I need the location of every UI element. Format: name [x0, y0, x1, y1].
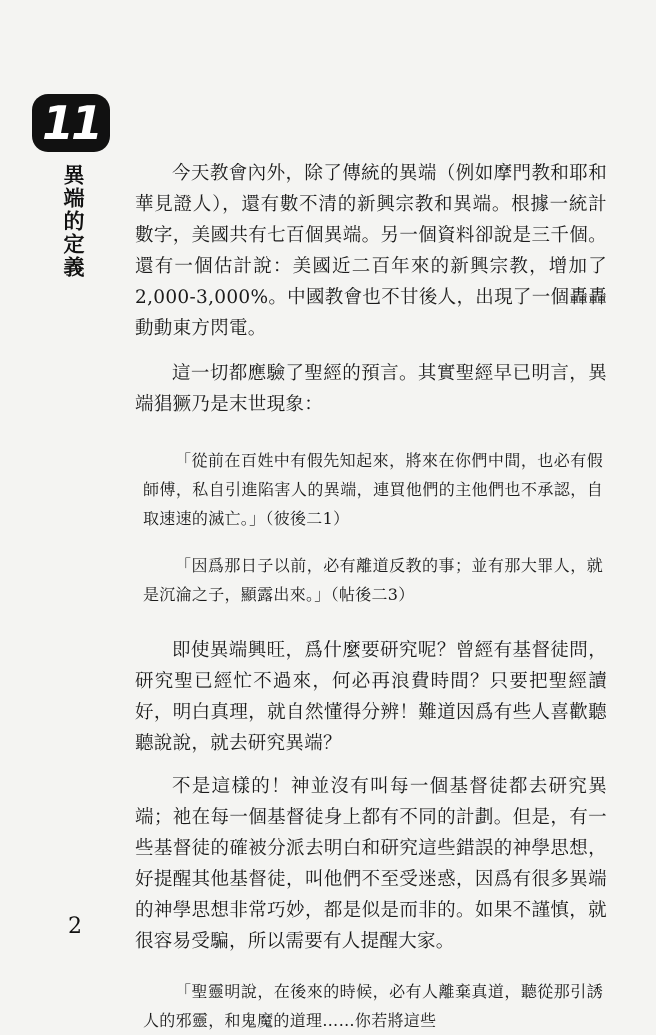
paragraph: 今天教會內外，除了傳統的異端（例如摩門教和耶和華見證人），還有數不清的新興宗教和異端。根據一統計數字，美國共有七百個異端。另一個資料卻說是三千個。還有一個估計說：美國近二百年來的新興宗教，增加了 2,000-3,000%。中國教會也不甘後人，出現了一個轟轟動動東方閃電。 [135, 163, 607, 339]
page-number: 2 [68, 914, 82, 939]
paragraph: 這一切都應驗了聖經的預言。其實聖經早已明言，異端猖獗乃是末世現象： [135, 363, 607, 415]
paragraph: 即使異端興旺，爲什麼要研究呢？曾經有基督徒問，研究聖已經忙不過來，何必再浪費時間？只要把聖經讀好，明白真理，就自然懂得分辨！難道因爲有些人喜歡聽聽說說，就去研究異端？ [135, 640, 607, 754]
chapter-title: 異端的定義 [61, 164, 85, 279]
scripture-quote: 「聖靈明說，在後來的時候，必有人離棄真道，聽從那引誘人的邪靈，和鬼魔的道理……你若將這些 [143, 982, 603, 1030]
chapter-number: 11 [41, 96, 100, 150]
scripture-quote: 「因爲那日子以前，必有離道反教的事；並有那大罪人，就是沉淪之子，顯露出來。」（帖後二3） [143, 556, 603, 604]
paragraph: 不是這樣的！神並沒有叫每一個基督徒都去研究異端；祂在每一個基督徒身上都有不同的計劃。但是，有一些基督徒的確被分派去明白和研究這些錯誤的神學思想，好提醒其他基督徒，叫他們不至受迷惑，因爲有很多異端的神學思想非常巧妙，都是似是而非的。如果不謹慎，就很容易受騙，所以需要有人提醒大家。 [135, 776, 607, 952]
chapter-badge [32, 94, 110, 152]
scripture-quote: 「從前在百姓中有假先知起來，將來在你們中間，也必有假師傅，私自引進陷害人的異端，連買他們的主他們也不承認，自取速速的滅亡。」（彼後二1） [143, 451, 603, 528]
main-text [135, 158, 607, 1035]
